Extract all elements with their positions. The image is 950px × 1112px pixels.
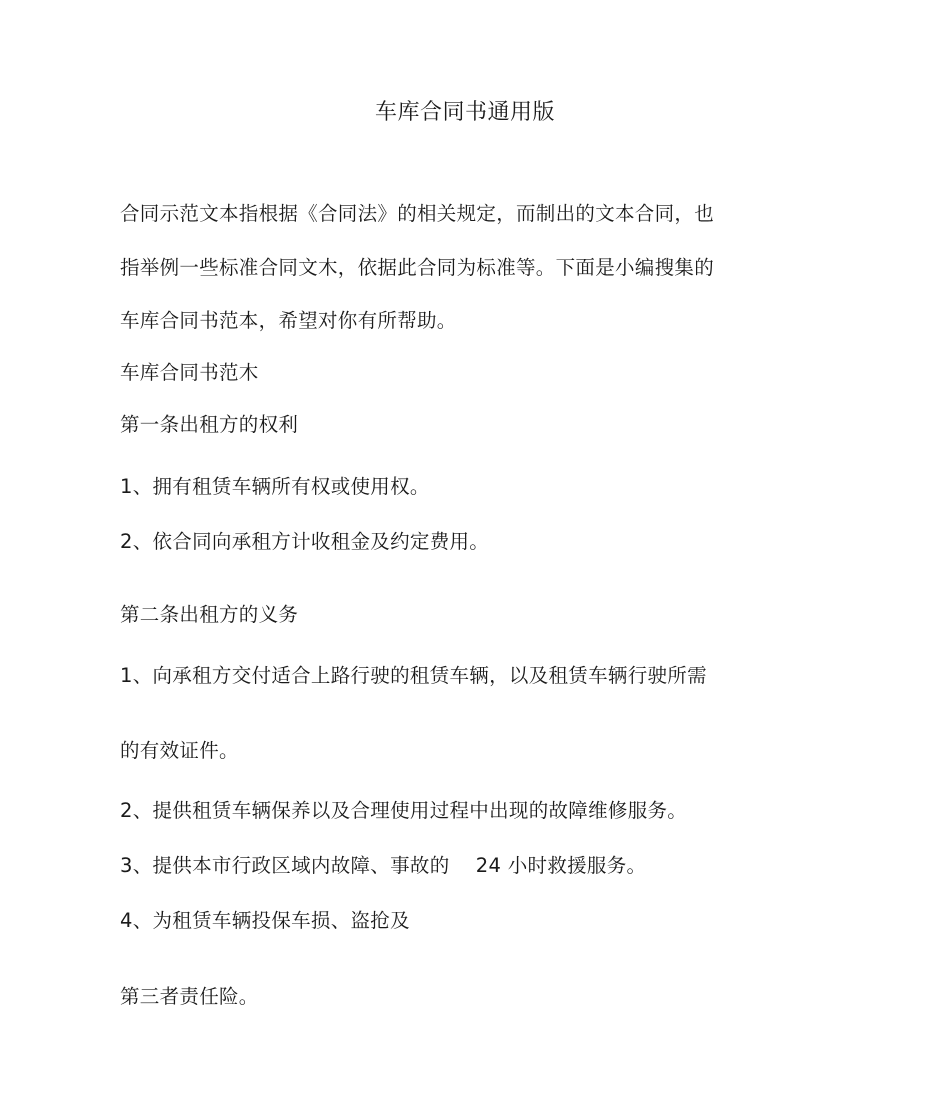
- section-heading: 车库合同书范木: [120, 361, 259, 384]
- clause-item: 1、拥有租赁车辆所有权或使用权。: [120, 475, 430, 498]
- paragraph-line: 合同示范文本指根据《合同法》的相关规定，而制出的文本合同，也: [120, 202, 715, 225]
- clause-item: 2、提供租赁车辆保养以及合理使用过程中出现的故障维修服务。: [120, 799, 688, 822]
- clause-item: 1、向承租方交付适合上路行驶的租赁车辆，以及租赁车辆行驶所需: [120, 664, 707, 687]
- clause-item-continued: 的有效证件。: [120, 739, 239, 762]
- paragraph-line: 指举例一些标准合同文木，依据此合同为标准等。下面是小编搜集的: [120, 256, 715, 279]
- clause-item: 3、提供本市行政区域内故障、事故的 24 小时救援服务。: [120, 854, 647, 877]
- clause-item: 2、依合同向承租方计收租金及约定费用。: [120, 530, 490, 553]
- section-heading: 第一条出租方的权利: [120, 413, 299, 436]
- paragraph-line: 车库合同书范本，希望对你有所帮助。: [120, 309, 457, 332]
- document-title: 车库合同书通用版: [374, 100, 555, 125]
- clause-item: 4、为租赁车辆投保车损、盗抢及: [120, 909, 410, 932]
- clause-item-continued: 第三者责任险。: [120, 985, 259, 1008]
- section-heading: 第二条出租方的义务: [120, 603, 299, 626]
